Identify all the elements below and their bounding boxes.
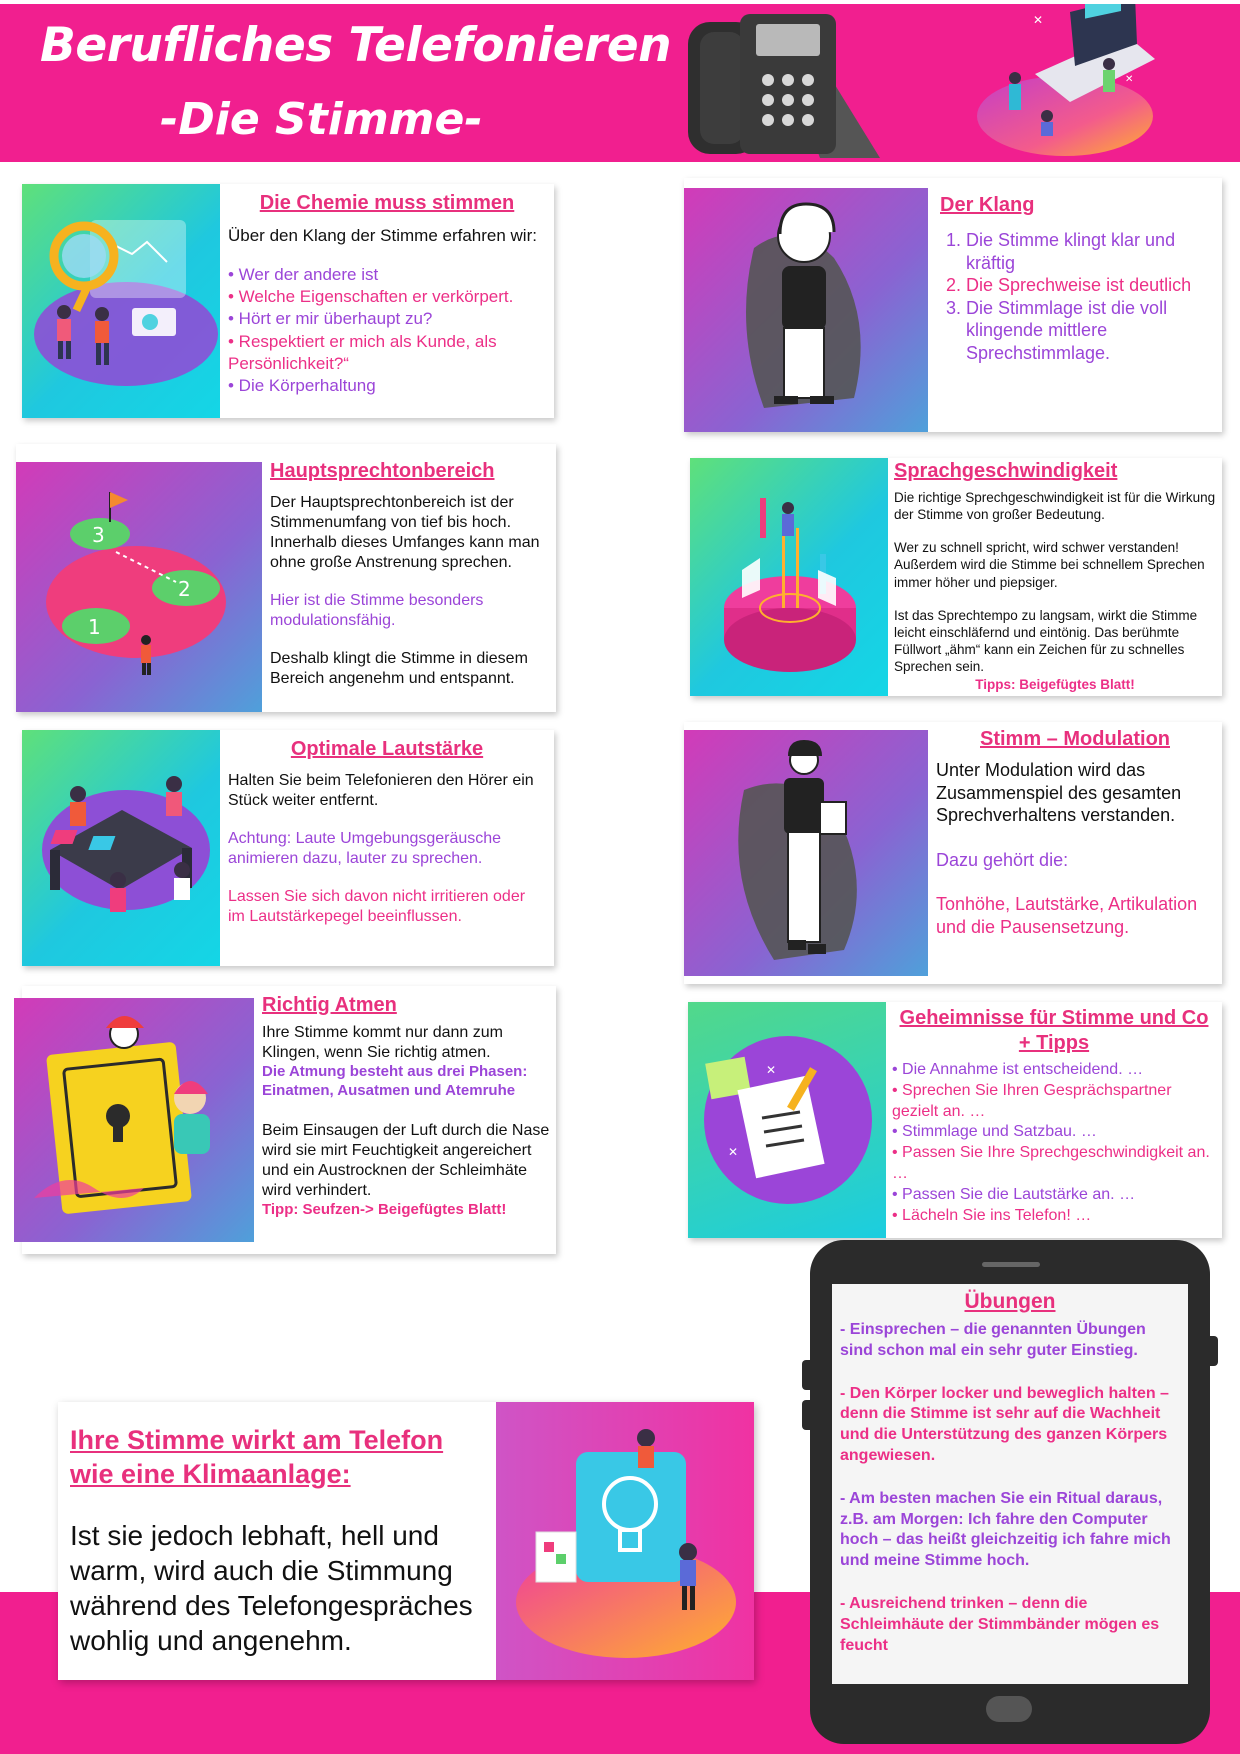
list-item: • Passen Sie Ihre Sprechgeschwindigkeit an. …: [892, 1144, 1210, 1182]
modulation-p3: Tonhöhe, Lautstärke, Artikulation und die Pausensetzung.: [936, 894, 1198, 937]
haupt-p1: Der Hauptsprechtonbereich ist der Stimmenumfang von tief bis hoch. Innerhalb dieses Umfanges kann man ohne große Anstrenung sprechen.: [270, 494, 540, 571]
atmen-heading: Richtig Atmen: [262, 994, 397, 1016]
list-item: - Am besten machen Sie ein Ritual daraus, z.B. am Morgen: Ich fahre den Computer hoch – das heißt gleichzeitig ich fahre mich und meine Stimme hoch.: [840, 1489, 1171, 1570]
list-item: - Ausreichend trinken – denn die Schleimhäute der Stimmbänder mögen es feucht: [840, 1594, 1160, 1654]
list-item: • Hört er mir überhaupt zu?: [228, 309, 433, 329]
page-subtitle: -Die Stimme-: [160, 94, 483, 145]
chemie-illustration: [22, 184, 220, 418]
laut-p2: Achtung: Laute Umgebungsgeräusche animieren dazu, lauter zu sprechen.: [228, 830, 502, 867]
list-item: 3. Die Stimmlage ist die voll klingende mittlere Sprechstimmlage.: [966, 297, 1214, 365]
card-atmen: [22, 986, 556, 1254]
phone-home-button: [986, 1696, 1032, 1722]
klima-text: Ist sie jedoch lebhaft, hell und warm, wird auch die Stimmung während des Telefongespräches wohlig und angenehm.: [70, 1519, 473, 1656]
phone-side-button: [802, 1360, 812, 1390]
card-klang: [684, 178, 1222, 432]
svg-text:3: 3: [92, 523, 105, 547]
atmen-illustration: [14, 998, 254, 1242]
phone-side-button: [802, 1400, 812, 1430]
speed-tip: Tipps: Beigefügtes Blatt!: [975, 677, 1135, 693]
list-item: 2. Die Sprechweise ist deutlich: [966, 274, 1214, 297]
klima-heading: Ihre Stimme wirkt am Telefon wie eine Klimaanlage:: [70, 1425, 444, 1489]
modulation-heading: Stimm – Modulation: [980, 728, 1170, 750]
atmen-p2: Die Atmung besteht aus drei Phasen: Einatmen, Ausatmen und Atemruhe: [262, 1063, 528, 1099]
list-item: • Lächeln Sie ins Telefon! …: [892, 1206, 1092, 1224]
desk-phone-icon: [680, 8, 880, 160]
card-geheim: [688, 1002, 1222, 1238]
phone-side-button: [1208, 1336, 1218, 1366]
geheim-heading: Geheimnisse für Stimme und Co + Tipps: [899, 1007, 1209, 1054]
list-item: • Respektiert er mich als Kunde, als Persönlichkeit?“: [228, 331, 497, 373]
page-title: Berufliches Telefonieren: [40, 18, 672, 73]
modulation-p1: Unter Modulation wird das Zusammenspiel des gesamten Sprechverhaltens verstanden.: [936, 760, 1182, 825]
laptop-team-illustration: [975, 4, 1165, 160]
card-chemie: [22, 184, 554, 418]
laut-heading: Optimale Lautstärke: [290, 738, 484, 760]
speed-p1: Die richtige Sprechgeschwindigkeit ist für die Wirkung der Stimme von großer Bedeutung.: [894, 490, 1216, 523]
speed-p3: Ist das Sprechtempo zu langsam, wirkt die Stimme leicht einschläfernd und eintönig. Das berühmte Füllwort „ähm“ kann ein Zeichen für zu schnelles Sprechen sein.: [894, 607, 1198, 675]
svg-text:✕: ✕: [1125, 74, 1134, 85]
card-haupt: [16, 444, 556, 712]
list-item: • Wer der andere ist: [228, 265, 379, 285]
svg-text:2: 2: [178, 577, 191, 601]
modulation-illustration: [684, 730, 928, 976]
laut-illustration: [22, 730, 220, 966]
list-item: - Den Körper locker und beweglich halten – denn die Stimme ist sehr auf die Wachheit und die Unterstützung des ganzen Körpers angewiesen.: [840, 1384, 1169, 1464]
modulation-p2: Dazu gehört die:: [936, 849, 1069, 870]
speed-heading: Sprachgeschwindigkeit: [894, 460, 1118, 482]
svg-text:✕: ✕: [766, 1063, 777, 1077]
list-item: • Stimmlage und Satzbau. …: [892, 1123, 1097, 1141]
lightbulb-illustration: [496, 1402, 754, 1680]
card-laut: [22, 730, 554, 966]
card-modulation: [684, 722, 1222, 984]
phone-frame: [810, 1240, 1210, 1744]
haupt-p2: Hier ist die Stimme besonders modulationsfähig.: [270, 592, 484, 629]
list-item: • Passen Sie die Lautstärke an. …: [892, 1185, 1136, 1203]
laut-p3: Lassen Sie sich davon nicht irritieren oder im Lautstärkepegel beeinflussen.: [228, 888, 526, 925]
klang-list: [936, 229, 1214, 364]
chemie-heading: Die Chemie muss stimmen: [259, 192, 515, 214]
atmen-p3: Beim Einsaugen der Luft durch die Nase wird sie mirt Feuchtigkeit angereichert und ein Austrocknen der Schleimhäte wird verhindert.: [262, 1121, 550, 1199]
geheim-illustration: [688, 1002, 886, 1238]
card-klima: [58, 1402, 754, 1680]
svg-text:1: 1: [88, 615, 101, 639]
atmen-tip: Tipp: Seufzen-> Beigefügtes Blatt!: [262, 1200, 507, 1218]
list-item: • Die Annahme ist entscheidend. …: [892, 1061, 1144, 1078]
haupt-heading: Hauptsprechtonbereich: [270, 460, 495, 482]
header-banner: [0, 4, 1240, 162]
atmen-p1: Ihre Stimme kommt nur dann zum Klingen, wenn Sie richtig atmen.: [262, 1024, 503, 1061]
haupt-p3: Deshalb klingt die Stimme in diesem Bereich angenehm und entspannt.: [270, 650, 528, 687]
phone-screen: [832, 1284, 1188, 1684]
klang-illustration: [684, 188, 928, 432]
chemie-intro: Über den Klang der Stimme erfahren wir:: [228, 226, 537, 245]
list-item: • Welche Eigenschaften er verkörpert.: [228, 287, 514, 307]
phone-speaker: [982, 1262, 1040, 1267]
speed-p2: Wer zu schnell spricht, wird schwer verstanden! Außerdem wird die Stimme bei schnellem Sprechen immer höher und piepsiger.: [894, 540, 1205, 590]
list-item: - Einsprechen – die genannten Übungen sind schon mal ein sehr guter Einstieg.: [840, 1321, 1146, 1359]
card-speed: [690, 458, 1222, 696]
svg-text:✕: ✕: [1033, 13, 1044, 27]
list-item: 1. Die Stimme klingt klar und kräftig: [966, 229, 1214, 274]
klang-heading: Der Klang: [940, 194, 1035, 216]
geheim-list: [892, 1060, 1216, 1226]
svg-text:✕: ✕: [728, 1145, 739, 1159]
haupt-illustration: [16, 462, 262, 712]
speed-illustration: [690, 458, 888, 696]
uebungen-heading: Übungen: [964, 1290, 1056, 1313]
laut-p1: Halten Sie beim Telefonieren den Hörer ein Stück weiter entfernt.: [228, 772, 534, 809]
list-item: • Sprechen Sie Ihren Gesprächspartner gezielt an. …: [892, 1081, 1172, 1120]
list-item: • Die Körperhaltung: [228, 375, 376, 395]
